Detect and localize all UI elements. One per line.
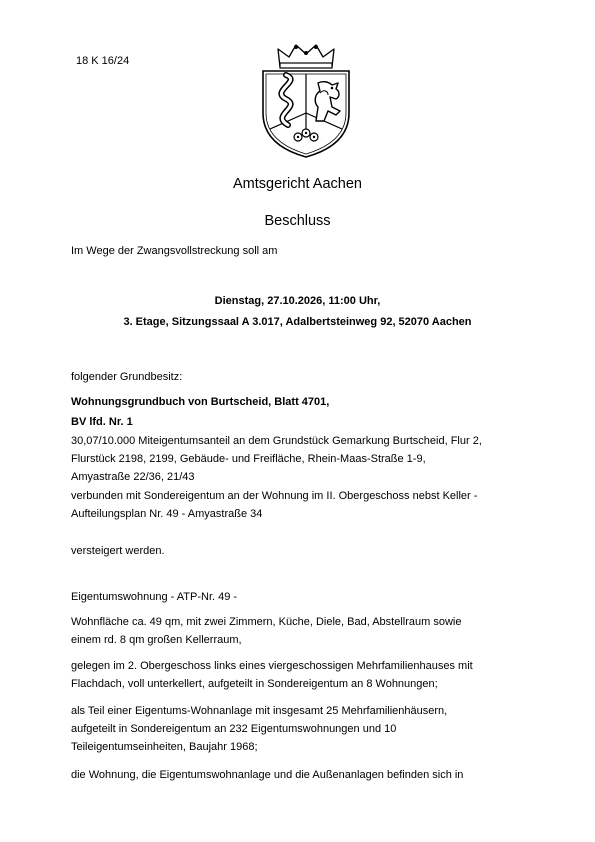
document-title: Beschluss — [264, 213, 331, 229]
appointment-date-time: Dienstag, 27.10.2026, 11:00 Uhr, — [214, 295, 381, 307]
description-line: Flachdach, voll unterkellert, aufgeteilt in Sondereigentum an 8 Wohnungen; — [71, 678, 438, 690]
property-bv-number: BV lfd. Nr. 1 — [71, 416, 133, 428]
property-line: 30,07/10.000 Miteigentumsanteil an dem Grundstück Gemarkung Burtscheid, Flur 2, — [71, 435, 482, 447]
property-line: Flurstück 2198, 2199, Gebäude- und Freifläche, Rhein-Maas-Straße 1-9, — [71, 453, 426, 465]
description-line: Teileigentumseinheiten, Baujahr 1968; — [71, 741, 258, 753]
property-line: Amyastraße 22/36, 21/43 — [71, 471, 195, 483]
description-line: Wohnfläche ca. 49 qm, mit zwei Zimmern, Küche, Diele, Bad, Abstellraum sowie — [71, 616, 462, 628]
description-heading: Eigentumswohnung - ATP-Nr. 49 - — [71, 591, 238, 603]
property-register: Wohnungsgrundbuch von Burtscheid, Blatt 4701, — [71, 396, 330, 408]
coat-of-arms-icon — [258, 41, 354, 159]
description-line: einem rd. 8 qm großen Kellerraum, — [71, 634, 242, 646]
property-intro: folgender Grundbesitz: — [71, 371, 183, 383]
property-line: verbunden mit Sondereigentum an der Wohnung im II. Obergeschoss nebst Keller - — [71, 490, 478, 502]
description-line: die Wohnung, die Eigentumswohnanlage und die Außenanlagen befinden sich in — [71, 769, 464, 781]
court-name: Amtsgericht Aachen — [233, 176, 362, 192]
property-line: Aufteilungsplan Nr. 49 - Amyastraße 34 — [71, 508, 263, 520]
appointment-location: 3. Etage, Sitzungssaal A 3.017, Adalbertsteinweg 92, 52070 Aachen — [123, 316, 472, 328]
description-line: aufgeteilt in Sondereigentum an 232 Eigentumswohnungen und 10 — [71, 723, 397, 735]
outro-text: versteigert werden. — [71, 545, 165, 557]
case-number: 18 K 16/24 — [76, 55, 130, 67]
intro-text: Im Wege der Zwangsvollstreckung soll am — [71, 245, 278, 257]
description-line: gelegen im 2. Obergeschoss links eines viergeschossigen Mehrfamilienhauses mit — [71, 660, 473, 672]
description-line: als Teil einer Eigentums-Wohnanlage mit insgesamt 25 Mehrfamilienhäusern, — [71, 705, 448, 717]
